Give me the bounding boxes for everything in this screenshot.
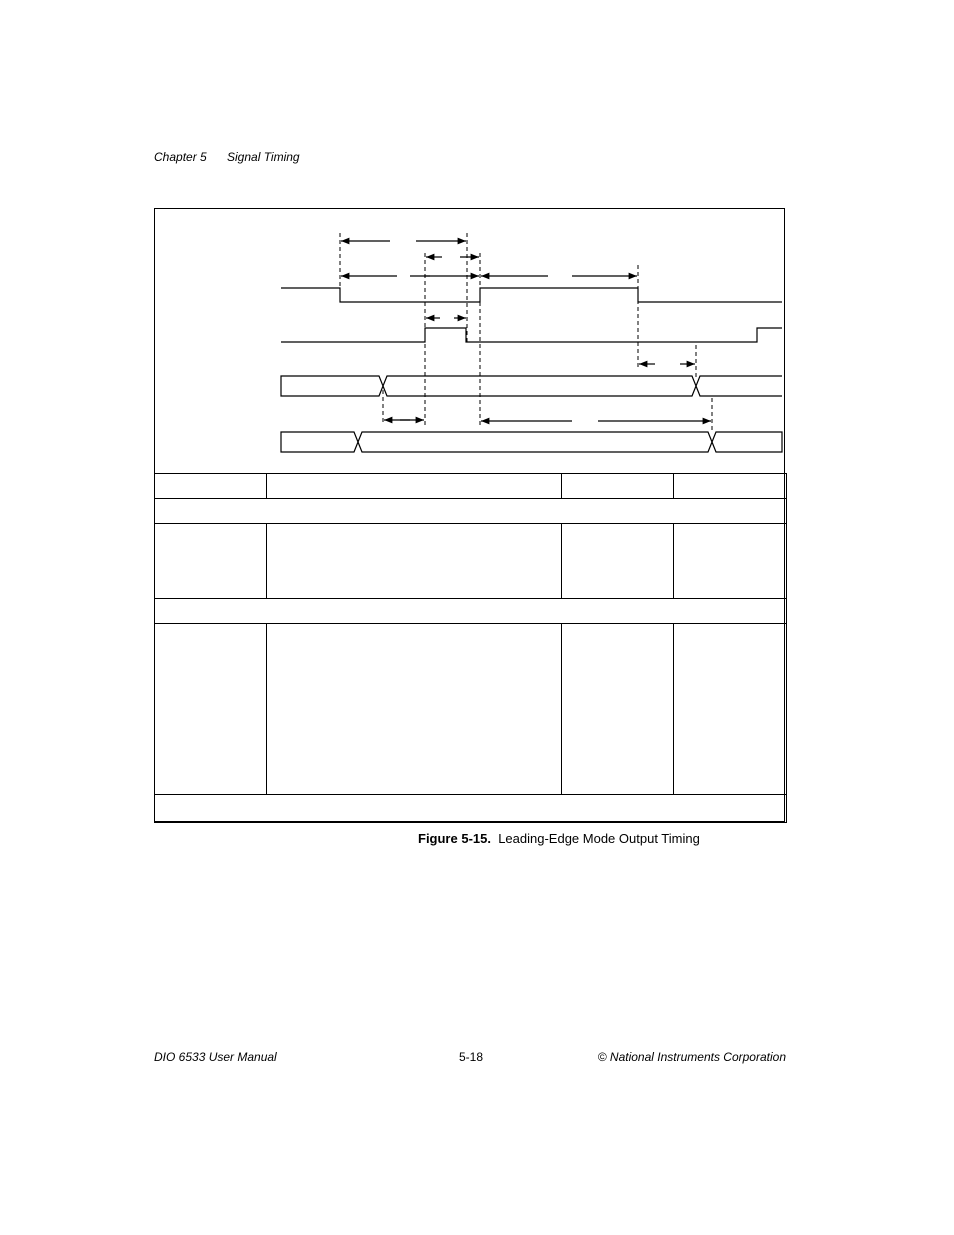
table-row — [155, 795, 787, 823]
figure-caption — [418, 831, 700, 846]
timing-spec-table — [154, 473, 787, 823]
signal-trace-1 — [281, 288, 782, 302]
table-cell — [562, 624, 674, 795]
table-row — [155, 624, 787, 795]
table-row — [155, 524, 787, 599]
footer-page-number: 5-18 — [459, 1050, 484, 1064]
table-cell — [562, 524, 674, 599]
table-row — [155, 499, 787, 524]
table-cell — [155, 795, 787, 823]
table-cell — [267, 524, 562, 599]
figure-title: Leading-Edge Mode Output Timing — [498, 831, 700, 846]
signal-trace-2 — [281, 328, 782, 342]
table-cell — [155, 524, 267, 599]
table-cell — [267, 624, 562, 795]
table-cell — [674, 524, 787, 599]
table-row — [155, 599, 787, 624]
table-cell — [267, 474, 562, 499]
running-header-chapter: Chapter 5 — [154, 150, 207, 164]
footer-manual-title: DIO 6533 User Manual — [154, 1050, 277, 1064]
table-cell — [155, 624, 267, 795]
table-row — [155, 474, 787, 499]
footer-copyright: © National Instruments Corporation — [597, 1050, 786, 1064]
timing-arrows — [341, 241, 711, 421]
table-cell — [674, 474, 787, 499]
data-bus-2 — [281, 432, 782, 452]
table-cell — [562, 474, 674, 499]
table-cell — [155, 499, 787, 524]
data-bus-1 — [281, 376, 782, 396]
table-cell — [674, 624, 787, 795]
figure-label: Figure 5-15. — [418, 831, 491, 846]
running-header-section: Signal Timing — [227, 150, 300, 164]
reference-lines — [340, 233, 712, 430]
table-cell — [155, 474, 267, 499]
table-cell — [155, 599, 787, 624]
